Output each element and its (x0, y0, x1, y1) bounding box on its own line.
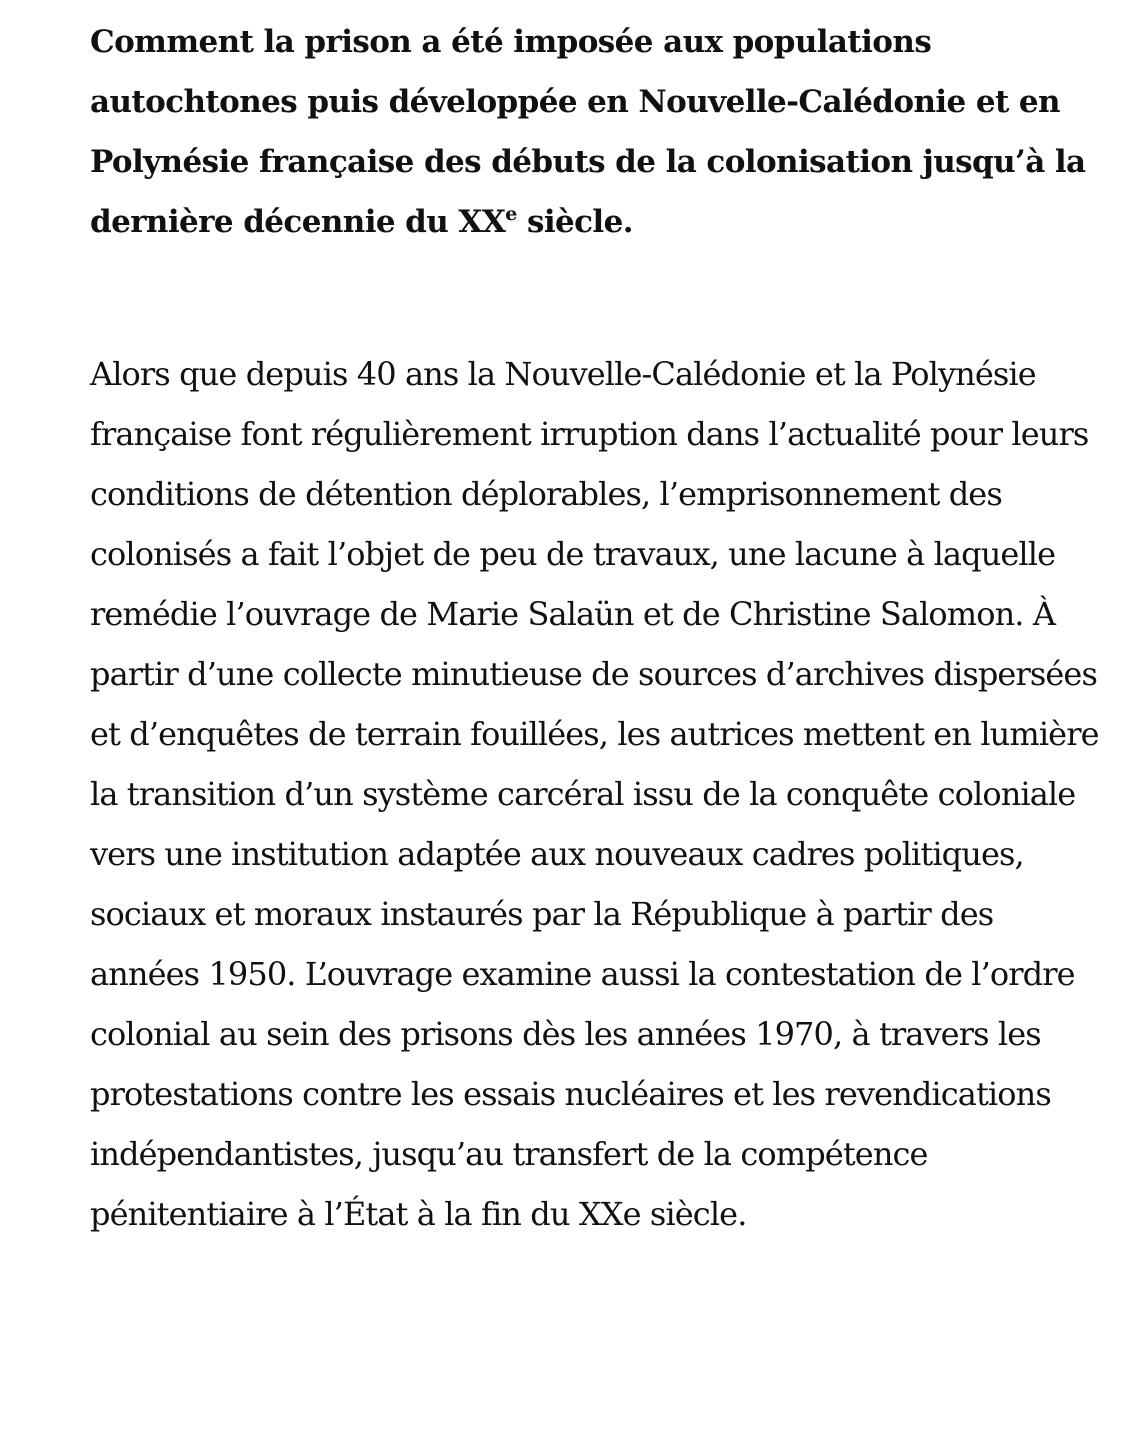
lead-text-end: siècle. (516, 204, 633, 240)
article (90, 0, 1110, 1233)
body-paragraph: Alors que depuis 40 ans la Nouvelle-Calédonie et la Polynésie française font régulièrement irruption dans l’actualité pour leurs conditions de détention déplorables, l’emprisonnement des colonisés a fait l’objet de peu de travaux, une lacune à laquelle remédie l’ouvrage de Marie Salaün et de Christine Salomon. À partir d’une collecte minutieuse de sources d’archives dispersées et d’enquêtes de terrain fouillées, les autrices mettent en lumière la transition d’un système carcéral issu de la conquête coloniale vers une institution adaptée aux nouveaux cadres politiques, sociaux et moraux instaurés par la République à partir des années 1950. L’ouvrage examine aussi la contestation de l’ordre colonial au sein des prisons dès les années 1970, à travers les protestations contre les essais nucléaires et les revendications indépendantistes, jusqu’au transfert de la compétence pénitentiaire à l’État à la fin du XXe siècle. (90, 355, 1099, 1233)
lead-text: Comment la prison a été imposée aux populations autochtones puis développée en Nouvelle-Calédonie et en Polynésie française des débuts de la colonisation jusqu’à la dernière décennie du XX (90, 24, 1086, 240)
lead-paragraph (90, 0, 1110, 252)
lead-superscript: e (505, 203, 517, 225)
